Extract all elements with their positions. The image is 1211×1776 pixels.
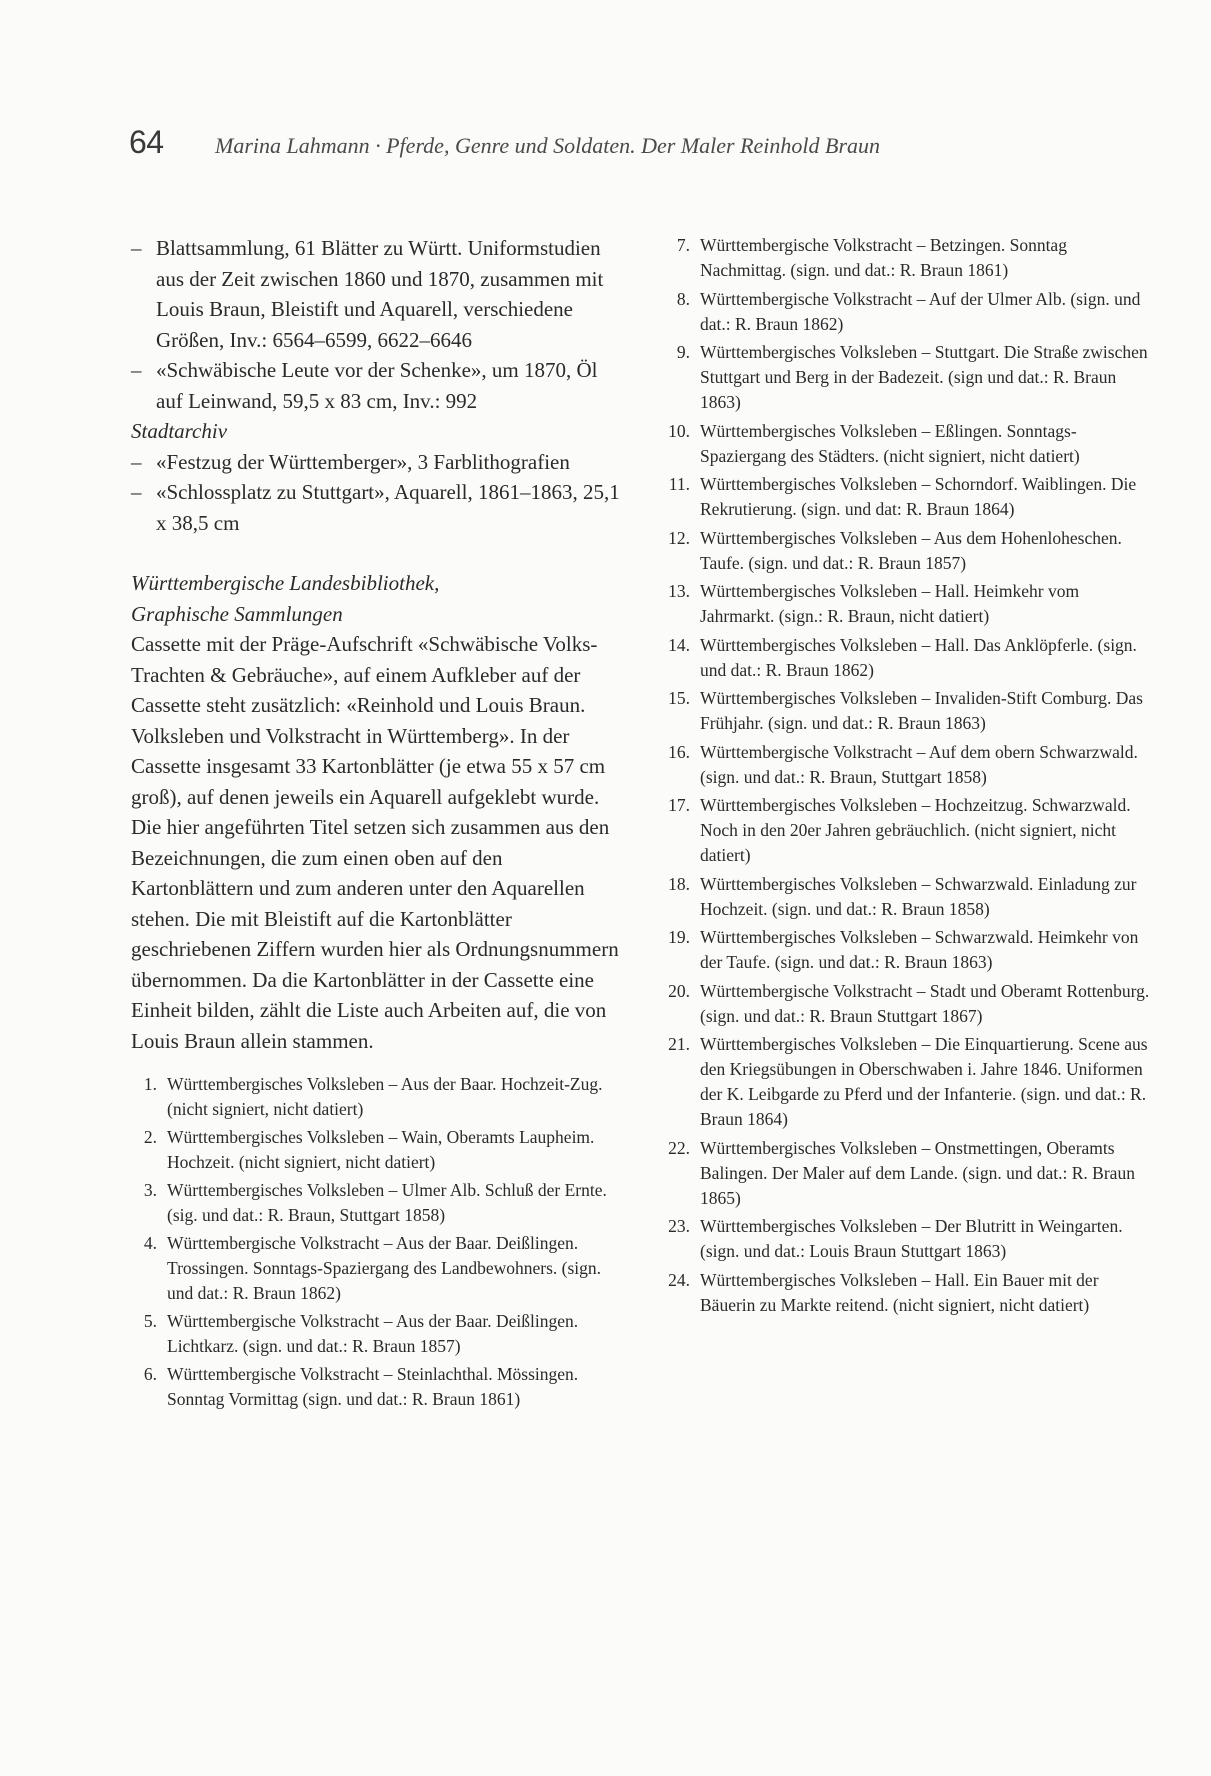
list-item	[131, 1178, 621, 1228]
list-item-text: Württembergisches Volksleben – Schwarzwald. Heimkehr von der Taufe. (sign. und dat.: R. Braun 1863)	[700, 927, 1139, 972]
list-item	[656, 1214, 1156, 1264]
numbered-list-left	[131, 1072, 621, 1412]
list-item-number: 10.	[668, 420, 690, 441]
list-item-text: Württembergisches Volksleben – Wain, Oberamts Laupheim. Hochzeit. (nicht signiert, nicht datiert)	[167, 1127, 595, 1172]
list-item-text: Blattsammlung, 61 Blätter zu Württ. Uniformstudien aus der Zeit zwischen 1860 und 1870, zusammen mit Louis Braun, Bleistift und Aquarell, verschiedene Größen, Inv.: 6564–6599, 6622–6646	[156, 236, 604, 352]
list-item	[131, 1362, 621, 1412]
dash-marker: –	[131, 236, 142, 260]
list-item	[656, 925, 1156, 975]
dash-marker: –	[131, 449, 142, 474]
dash-marker: –	[131, 480, 142, 504]
list-item-text: «Festzug der Württemberger», 3 Farblithografien	[156, 449, 570, 474]
list-item-text: Württembergische Volkstracht – Aus der Baar. Deißlingen. Trossingen. Sonntags-Spaziergang des Landbewohners. (sign. und dat.: R. Braun 1862)	[167, 1233, 602, 1303]
list-item-number: 12.	[668, 527, 690, 548]
list-item-number: 24.	[668, 1269, 690, 1290]
list-item-text: Württembergisches Volksleben – Ulmer Alb. Schluß der Ernte. (sig. und dat.: R. Braun, Stuttgart 1858)	[167, 1180, 607, 1225]
list-item	[131, 1231, 621, 1306]
list-item-text: «Schlossplatz zu Stuttgart», Aquarell, 1861–1863, 25,1 x 38,5 cm	[156, 480, 620, 535]
list-item-number: 5.	[143, 1311, 157, 1331]
list-item-number: 7.	[676, 235, 690, 255]
list-item	[656, 419, 1156, 469]
list-item-text: Württembergisches Volksleben – Invaliden-Stift Comburg. Das Frühjahr. (sign. und dat.: R. Braun 1863)	[700, 688, 1143, 733]
list-item-text: Württembergisches Volksleben – Schwarzwald. Einladung zur Hochzeit. (sign. und dat.: R. Braun 1858)	[700, 873, 1137, 919]
list-item	[656, 793, 1156, 868]
list-item	[131, 355, 621, 416]
list-item-text: Württembergische Volkstracht – Aus der Baar. Deißlingen. Lichtkarz. (sign. und dat.: R. Braun 1857)	[167, 1311, 579, 1356]
list-item-text: Württembergische Volkstracht – Steinlachthal. Mössingen. Sonntag Vormittag (sign. und dat.: R. Braun 1861)	[167, 1364, 579, 1409]
list-item-text: Württembergisches Volksleben – Onstmettingen, Oberamts Balingen. Der Maler auf dem Lande. (sign. und dat.: R. Braun 1865)	[700, 1137, 1135, 1208]
list-item-text: Württembergisches Volksleben – Eßlingen. Sonntags-Spaziergang des Städters. (nicht signiert, nicht datiert)	[700, 420, 1080, 466]
list-item	[656, 472, 1156, 522]
list-item-number: 6.	[143, 1364, 157, 1384]
list-item-number: 2.	[143, 1127, 157, 1147]
section-subtitle-library: Graphische Sammlungen	[131, 601, 343, 626]
right-column	[656, 233, 1156, 1321]
list-item-number: 8.	[676, 288, 690, 309]
list-item-text: Württembergische Volkstracht – Auf dem obern Schwarzwald. (sign. und dat.: R. Braun, Stuttgart 1858)	[700, 741, 1138, 787]
list-item	[656, 526, 1156, 576]
list-item-text: Württembergisches Volksleben – Die Einquartierung. Scene aus den Kriegsübungen in Oberschwaben i. Jahre 1846. Uniformen der K. Leibgarde zu Pferd und der Infanterie. (sign. und dat.: R. Braun 1864)	[700, 1034, 1148, 1129]
list-item-text: Württembergisches Volksleben – Aus dem Hohenloheschen. Taufe. (sign. und dat.: R. Braun 1857)	[700, 527, 1122, 573]
list-item	[131, 233, 621, 355]
list-item	[656, 1136, 1156, 1211]
list-item	[656, 686, 1156, 736]
body-paragraph: Cassette mit der Präge-Aufschrift «Schwäbische Volks-Trachten & Gebräuche», auf einem Aufkleber auf der Cassette steht zusätzlich: «Reinhold und Louis Braun. Volksleben und Volkstracht in Württemberg». In der Cassette insgesamt 33 Kartonblätter (je etwa 55 x 57 cm groß), auf denen jeweils ein Aquarell aufgeklebt wurde. Die hier angeführten Titel setzen sich zusammen aus den Bezeichnungen, die zum einen oben auf den Kartonblättern und zum anderen unter den Aquarellen stehen. Die mit Bleistift auf die Kartonblätter geschriebenen Ziffern wurden hier als Ordnungsnummern übernommen. Da die Kartonblätter in der Cassette eine Einheit bilden, zählt die Liste auch Arbeiten auf, die von Louis Braun allein stammen.	[131, 632, 619, 1053]
list-item	[656, 1032, 1156, 1132]
list-item	[656, 633, 1156, 683]
list-item-text: Württembergisches Volksleben – Hall. Das Anklöpferle. (sign. und dat.: R. Braun 1862)	[700, 634, 1137, 680]
list-item-number: 11.	[668, 474, 690, 494]
list-item-text: Württembergische Volkstracht – Betzingen. Sonntag Nachmittag. (sign. und dat.: R. Braun 1861)	[700, 235, 1067, 280]
list-item-number: 19.	[668, 927, 690, 947]
list-item	[131, 1309, 621, 1359]
list-item-number: 3.	[143, 1180, 157, 1200]
list-item-text: Württembergisches Volksleben – Aus der Baar. Hochzeit-Zug. (nicht signiert, nicht datiert)	[167, 1074, 603, 1119]
list-item	[656, 579, 1156, 629]
list-item	[656, 979, 1156, 1029]
list-item-number: 17.	[668, 795, 690, 815]
section-title-stadtarchiv: Stadtarchiv	[131, 419, 228, 443]
list-item	[131, 477, 621, 538]
dash-marker: –	[131, 358, 142, 382]
list-item-text: Württembergische Volkstracht – Stadt und Oberamt Rottenburg. (sign. und dat.: R. Braun Stuttgart 1867)	[700, 980, 1150, 1026]
list-item-text: «Schwäbische Leute vor der Schenke», um 1870, Öl auf Leinwand, 59,5 x 83 cm, Inv.: 992	[156, 358, 598, 413]
list-item-text: Württembergisches Volksleben – Schorndorf. Waiblingen. Die Rekrutierung. (sign. und dat: R. Braun 1864)	[700, 474, 1137, 519]
list-item-text: Württembergische Volkstracht – Auf der Ulmer Alb. (sign. und dat.: R. Braun 1862)	[700, 288, 1141, 334]
list-item	[656, 872, 1156, 922]
list-item	[656, 233, 1156, 283]
list-item	[656, 1268, 1156, 1318]
list-item-number: 1.	[143, 1074, 157, 1094]
list-item-number: 4.	[143, 1233, 157, 1253]
list-item-number: 18.	[668, 873, 690, 894]
numbered-list-right	[656, 233, 1156, 1318]
list-item	[656, 340, 1156, 415]
list-item-number: 16.	[668, 741, 690, 762]
list-item-text: Württembergisches Volksleben – Hall. Heimkehr vom Jahrmarkt. (sign.: R. Braun, nicht datiert)	[700, 581, 1080, 626]
list-item-number: 15.	[668, 688, 690, 708]
list-item-text: Württembergisches Volksleben – Der Blutritt in Weingarten. (sign. und dat.: Louis Braun Stuttgart 1863)	[700, 1216, 1123, 1261]
list-item	[131, 1125, 621, 1175]
list-item-number: 9.	[676, 342, 690, 362]
list-item-number: 23.	[668, 1216, 690, 1236]
list-item-number: 20.	[668, 980, 690, 1001]
list-item-number: 22.	[668, 1137, 690, 1158]
left-column	[131, 233, 621, 1415]
running-head: Marina Lahmann · Pferde, Genre und Soldaten. Der Maler Reinhold Braun	[215, 133, 881, 158]
list-item-text: Württembergisches Volksleben – Hochzeitzug. Schwarzwald. Noch in den 20er Jahren gebräuchlich. (nicht signiert, nicht datiert)	[700, 795, 1131, 865]
list-item	[656, 740, 1156, 790]
list-item	[131, 1072, 621, 1122]
list-item-text: Württembergisches Volksleben – Hall. Ein Bauer mit der Bäuerin zu Markte reitend. (nicht signiert, nicht datiert)	[700, 1269, 1099, 1315]
page-number: 64	[129, 124, 164, 160]
section-title-library: Württembergische Landesbibliothek,	[131, 571, 440, 595]
list-item-number: 13.	[668, 581, 690, 601]
list-item-text: Württembergisches Volksleben – Stuttgart. Die Straße zwischen Stuttgart und Berg in der Badezeit. (sign und dat.: R. Braun 1863)	[700, 342, 1148, 412]
list-item	[131, 447, 621, 478]
list-item-number: 14.	[668, 634, 690, 655]
list-item	[656, 287, 1156, 337]
list-item-number: 21.	[668, 1034, 690, 1054]
